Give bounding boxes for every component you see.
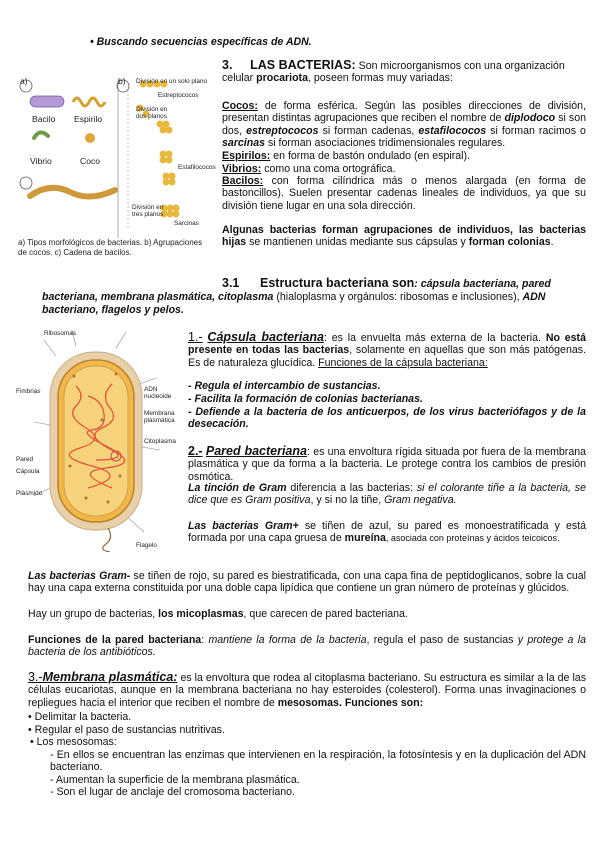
section31-line1-tail: : cápsula bacteriana, pared xyxy=(414,278,551,290)
fig2-label-fimbrias: Fimbrias xyxy=(16,388,41,395)
capsula-text-b: No está presente en todas las bacterias xyxy=(188,332,586,357)
cocos-estafilo: estafilococos xyxy=(418,124,487,137)
pared-fn-b: : xyxy=(201,634,205,646)
gram-pos-d: , asociada con proteínas y ácidos teicoicos. xyxy=(385,533,560,544)
membrana-item-3: • Los mesosomas: xyxy=(30,736,117,748)
gram-e: Gram negativa. xyxy=(384,494,457,507)
section31-line1 xyxy=(222,276,586,290)
agrup-b: se mantienen unidas mediante sus cápsulas y xyxy=(249,236,466,249)
fig2-label-adn: ADN nucleoide xyxy=(144,386,172,400)
vibrios-label: Vibrios: xyxy=(222,162,262,175)
gram-d: , y si no la tiñe, xyxy=(310,494,382,507)
section31-line2-a: bacteriana, membrana plasmática, citoplasma xyxy=(42,291,274,303)
capsula-fn3: - Defiende a la bacteria de los anticuerpos, de los virus bacteriófagos y de la desecación. xyxy=(188,406,586,431)
gram-pos-a: Las bacterias Gram+ xyxy=(188,520,299,532)
bacilos-paragraph xyxy=(222,175,586,212)
section3-intro xyxy=(222,58,586,85)
gram-neg-a: Las bacterias Gram- xyxy=(28,570,131,582)
fig2-label-plasmido: Plásmido xyxy=(16,490,43,497)
fig2-label-membrana: Membrana plasmática xyxy=(144,410,175,424)
gram-b: diferencia a las bacterias: xyxy=(290,482,414,494)
pared-fn-d: , regula el paso de sustancias xyxy=(366,634,514,646)
section3-intro-procariota: procariota xyxy=(256,72,308,85)
pared-fn-e: y protege a la bacteria de los antibióticos. xyxy=(28,634,586,659)
capsula-fn2: - Facilita la formación de colonias bacterianas. xyxy=(188,393,423,405)
section3-intro-c: , poseen formas muy variadas: xyxy=(307,72,453,85)
capsula-fn1: - Regula el intercambio de sustancias. xyxy=(188,380,381,392)
pared-functions-paragraph xyxy=(28,634,586,659)
section3-num: 3. xyxy=(222,58,233,72)
bacilos-text: con forma cilíndrica más o menos alargada (en forma de bastoncillos). Suelen presentar cadenas lineales de individuos, ya que su división tiene lugar en una sola dirección. xyxy=(222,175,586,212)
gram-pos-c: mureína xyxy=(344,532,386,545)
membrana-text-c: . Funciones son: xyxy=(338,696,424,709)
gram-paragraph xyxy=(188,482,586,507)
myco-b: los micoplasmas xyxy=(158,608,244,620)
capsula-title: Cápsula bacteriana xyxy=(207,330,324,344)
section31-num: 3.1 xyxy=(222,276,240,290)
membrana-subitem-1: - En ellos se encuentran las enzimas que intervienen en la respiración, la fotosíntesis y en la duplicación del ADN bacteriano. xyxy=(50,749,586,774)
group-label-1: División en un solo plano xyxy=(136,78,208,85)
membrana-text-b: mesosomas xyxy=(277,696,339,709)
vibrios-text: como una coma ortográfica. xyxy=(264,162,396,175)
pared-fn-a: Funciones de la pared bacteriana xyxy=(28,634,202,646)
fig2-label-pared: Pared xyxy=(16,456,34,463)
pared-num: 2.- xyxy=(188,444,203,458)
membrana-item-2: • Regular el paso de sustancias nutritivas. xyxy=(28,724,225,736)
vibrios-line xyxy=(222,163,586,175)
shape-label-vibrio: Vibrio xyxy=(30,156,52,166)
gram-pos-b: se tiñen de azul, su pared es monoestratificada y está formada por una capa gruesa de xyxy=(188,520,586,545)
section31-line2-c: ADN xyxy=(522,291,546,303)
membrana-subitem-2: - Aumentan la superficie de la membrana plasmática. xyxy=(50,774,300,786)
gram-neg-b: se tiñen de rojo, su pared es biestratificada, con una capa fina de peptidoglicanos, sobre la cual hay una capa externa constituida por una doble capa lipídica que contiene un gran número de proteínas y glúcidos. xyxy=(28,570,587,595)
cocos-text-e: si forman asociaciones tridimensionales regulares. xyxy=(267,137,506,150)
section31-line2 xyxy=(42,291,590,303)
cocos-text-b: si son dos, xyxy=(222,112,587,137)
capsula-text-d: Funciones de la cápsula bacteriana: xyxy=(318,356,488,369)
group-label-5: División en tres planos xyxy=(132,204,164,218)
espirilos-label: Espirilos: xyxy=(222,150,271,162)
cocos-sarcinas: sarcinas xyxy=(222,137,265,150)
capsula-num: 1.- xyxy=(188,330,203,344)
pared-text-a: : es una envoltura rígida situada por fuera de la membrana plasmática y que da forma a la bacteria. Le protege contra los cambios de presión osmótica. xyxy=(188,446,586,483)
espirilos-text: en forma de bastón ondulado (en espiral). xyxy=(273,150,470,162)
section3-intro-a: Son microorganismos con una organización celular xyxy=(222,60,565,85)
cocos-text-a: de forma esférica. Según las posibles direcciones de división, presentan distintas agrupaciones que reciben el nombre de xyxy=(222,100,586,125)
shape-label-coco: Coco xyxy=(80,156,101,166)
group-label-3: División en dos planos xyxy=(136,106,168,120)
panel-a-label: a) xyxy=(20,76,28,86)
top-bullet: • Buscando secuencias específicas de ADN. xyxy=(90,36,312,48)
capsula-paragraph xyxy=(188,330,586,369)
membrana-subitem-3: - Son el lugar de anclaje del cromosoma bacteriano. xyxy=(50,786,295,798)
pared-paragraph xyxy=(188,444,586,483)
gram-neg-paragraph xyxy=(28,570,586,595)
membrana-text-a: es la envoltura que rodea al citoplasma bacteriano. Su estructura es similar a la de las células eucariotas, aunque en la membrana bacteriana no hay esteroides (colesterol). Forma unas invaginaciones o repliegues hacia el interior que reciben el nombre de xyxy=(28,672,586,709)
section31-line3: bacteriano, flagelos y pelos. xyxy=(42,304,184,316)
fig2-label-flagelo: Flagelo xyxy=(136,542,157,549)
group-label-4: Estafilococos xyxy=(178,164,216,171)
shape-label-bacilo: Bacilo xyxy=(32,114,56,124)
cocos-diplo: diplodoco xyxy=(504,112,556,125)
agrup-c: forman colonias xyxy=(468,236,551,249)
gram-pos-paragraph xyxy=(188,520,586,545)
agrup-a: Algunas bacterias forman agrupaciones de individuos, las bacterias hijas xyxy=(222,224,586,249)
fig2-label-ribosomas: Ribosomas xyxy=(44,330,76,337)
bacterium-structure-figure xyxy=(16,326,182,552)
fig2-label-capsula: Cápsula xyxy=(16,468,40,475)
cocos-text-c: si forman cadenas, xyxy=(322,124,415,137)
cocos-estrepto: estreptococos xyxy=(246,124,319,137)
espirilos-line xyxy=(222,150,586,162)
gram-c: si el colorante tiñe a la bacteria, se dice que es Gram positiva xyxy=(188,482,586,507)
bacteria-shapes-figure xyxy=(18,76,216,258)
bacilos-label: Bacilos: xyxy=(222,175,264,187)
pared-title: Pared bacteriana xyxy=(205,444,307,458)
fig2-label-citoplasma: Citoplasma xyxy=(144,438,176,445)
gram-a: La tinción de Gram xyxy=(188,482,287,494)
panel-b-label: b) xyxy=(118,76,126,86)
agrupaciones-paragraph xyxy=(222,224,586,249)
micoplasmas-line xyxy=(28,608,586,620)
section31-title: Estructura bacteriana son xyxy=(260,276,415,290)
agrup-d: . xyxy=(550,236,554,249)
cocos-paragraph xyxy=(222,100,586,150)
section31-line2-b: (hialoplasma y orgánulos: ribosomas e inclusiones), xyxy=(276,291,520,303)
section3-title: LAS BACTERIAS: xyxy=(250,58,356,72)
myco-a: Hay un grupo de bacterias, xyxy=(28,608,156,620)
figure1-caption: a) Tipos morfológicos de bacterias. b) Agrupaciones de cocos. c) Cadena de bacilos. xyxy=(18,238,203,257)
membrana-num: 3.- xyxy=(28,670,43,684)
pared-fn-c: mantiene la forma de la bacteria xyxy=(208,634,367,646)
group-label-6: Sarcinas xyxy=(174,220,199,227)
shape-label-espirilo: Espirilo xyxy=(74,114,103,124)
membrana-paragraph xyxy=(28,670,586,709)
cocos-label: Cocos: xyxy=(222,100,258,112)
myco-c: , que carecen de pared bacteriana. xyxy=(243,608,408,620)
cocos-text-d: si forman racimos o xyxy=(490,124,586,137)
capsula-text-c: , solamente en aquellas que son más patógenas. Es de naturaleza glucídica. xyxy=(188,344,586,369)
membrana-title: Membrana plasmática: xyxy=(42,670,178,684)
capsula-text-a: : es la envuelta más externa de la bacteria. xyxy=(323,332,541,344)
group-label-2: Estreptococos xyxy=(158,92,199,99)
membrana-item-1: • Delimitar la bacteria. xyxy=(28,711,132,723)
